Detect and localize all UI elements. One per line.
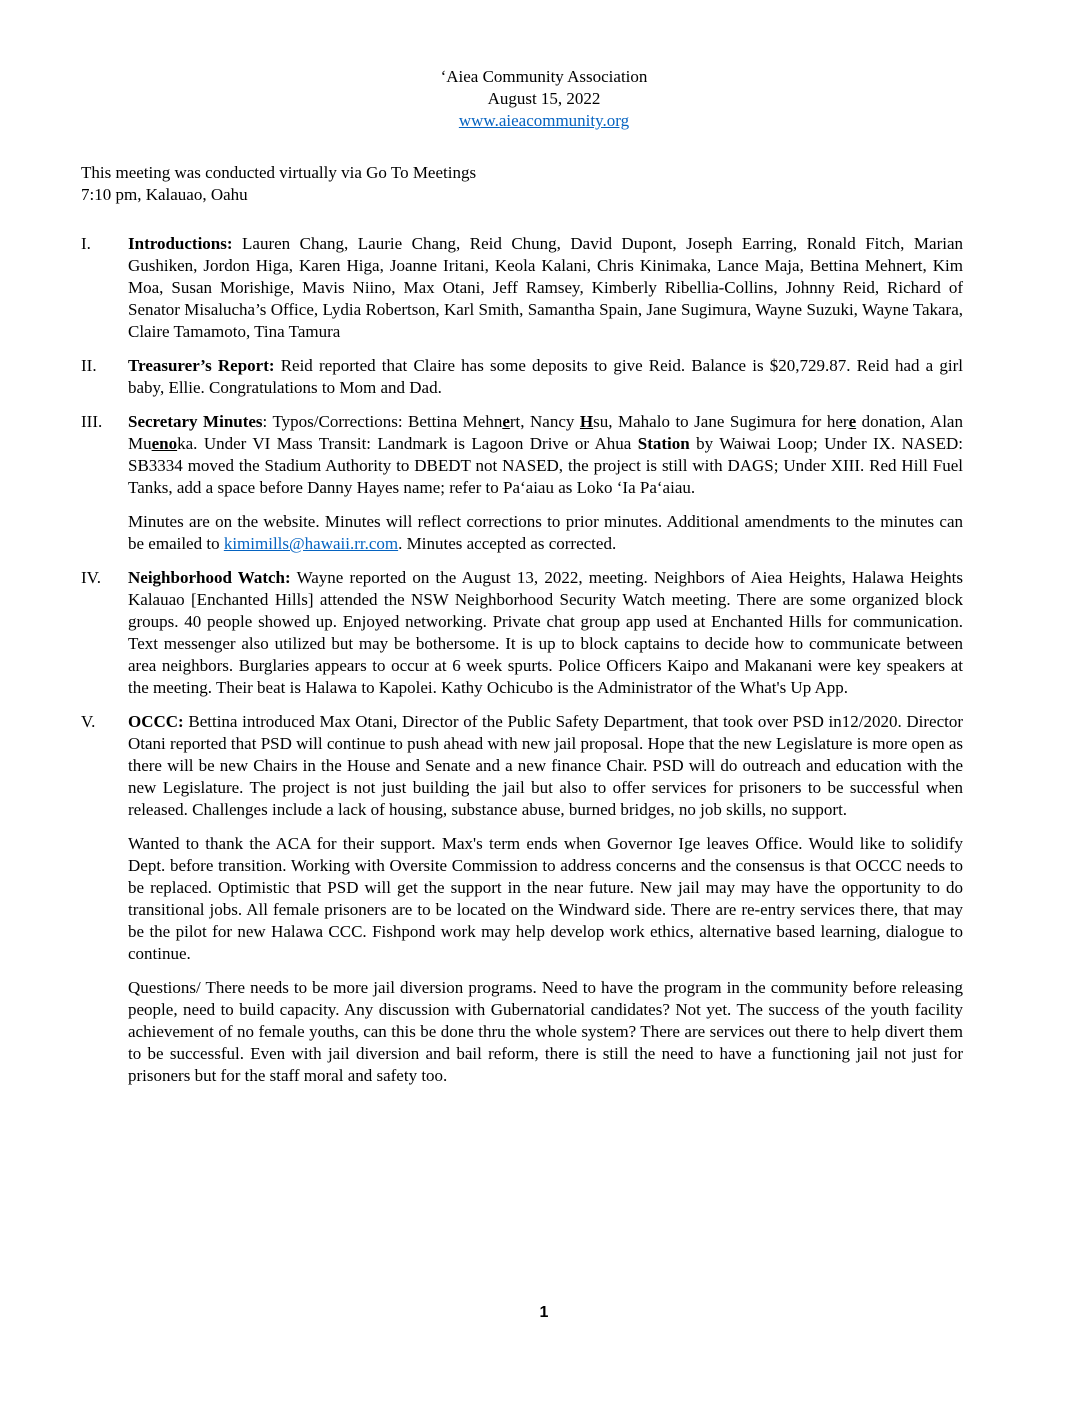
section-text: Reid reported that Claire has some deposits to give Reid. Balance is $20,729.87. Reid had a girl baby, Ellie. Congratulations to Mom and Dad.: [128, 356, 963, 397]
text-run: : Typos/Corrections: Bettina Mehn: [262, 412, 503, 431]
email-link[interactable]: kimimills@hawaii.rr.com: [223, 534, 399, 553]
section-number: III.: [81, 412, 103, 431]
section-number: II.: [81, 356, 97, 375]
correction-mark: e: [502, 412, 510, 431]
section-title: Treasurer’s Report:: [128, 356, 275, 375]
section-occc: [81, 711, 963, 1087]
minutes-sections: [81, 233, 963, 1099]
section-number: V.: [81, 712, 96, 731]
section-treasurer-report: [81, 355, 963, 399]
section-introductions: [81, 233, 963, 343]
section-title: Neighborhood Watch:: [128, 568, 291, 587]
website-link[interactable]: www.aieacommunity.org: [458, 111, 630, 130]
section-title: OCCC:: [128, 712, 184, 731]
section-title: Secretary Minutes: [128, 412, 263, 431]
correction-mark: H: [579, 412, 594, 431]
correction-mark: eno: [151, 434, 178, 453]
text-run: Minutes are on the website. Minutes will reflect corrections to prior minutes. Additional amendments to the minutes can be emailed to: [128, 512, 963, 553]
text-run: su, Mahalo to Jane Sugimura for her: [593, 412, 849, 431]
page-number: 1: [539, 1304, 549, 1321]
meeting-mode: This meeting was conducted virtually via Go To Meetings: [81, 163, 477, 182]
text-run: . Minutes accepted as corrected.: [398, 534, 617, 553]
section-text: Lauren Chang, Laurie Chang, Reid Chung, David Dupont, Joseph Earring, Ronald Fitch, Marian Gushiken, Jordon Higa, Karen Higa, Joanne Iritani, Keola Kalani, Chris Kinimaka, Lance Maja, Bettina Mehnert, Kim Moa, Susan Morishige, Mavis Niino, Max Otani, Jeff Ramsey, Kimberly Ribellia-Collins, Johnny Reid, Richard of Senator Misalucha’s Office, Lydia Robertson, Karl Smith, Samantha Spain, Jane Sugimura, Wayne Suzuki, Wayne Takara, Claire Tamamoto, Tina Tamura: [128, 234, 963, 341]
section-text: Wayne reported on the August 13, 2022, meeting. Neighbors of Aiea Heights, Halawa Heights Kalauao [Enchanted Hills] attended the NSW Neighborhood Security Watch meeting. There are some organized block groups. 40 people showed up. Enjoyed networking. Private chat group app used at Enchanted Hills for communication. Text messenger also utilized but may be bothersome. It is up to block captains to decide how to communicate between area neighbors. Burglaries appears to occur at 6 week spurts. Police Officers Kaipo and Makanani were key speakers at the meeting. Their beat is Halawa to Kapolei. Kathy Ochicubo is the Administrator of the What's Up App.: [128, 568, 963, 697]
section-title: Introductions:: [128, 234, 233, 253]
correction-mark: e: [848, 412, 857, 431]
section-text: Bettina introduced Max Otani, Director of the Public Safety Department, that took over PSD in12/2020. Director Otani reported that PSD will continue to push ahead with new jail proposal. Hope that the new Legislature is more open as there will be new Chairs in the House and Senate and a new finance Chair. PSD will do outreach and education with the new Legislature. The project is not just building the jail but also to offer services for prisoners to be successful when released. Challenges include a lack of housing, substance abuse, burned bridges, no job skills, no support.: [128, 712, 963, 819]
section-neighborhood-watch: [81, 567, 963, 699]
text-run: by Waiwai Loop; Under IX. NASED: SB3334 moved the Stadium Authority to DBEDT not NASED, the project is still with DAGS; Under XIII. Red Hill Fuel Tanks, add a space before Danny Hayes name; refer to Pa‘aiau as Loko ‘Ia Pa‘aiau.: [128, 434, 963, 497]
org-name: ‘Aiea Community Association: [440, 67, 648, 86]
minutes-note: [128, 511, 963, 555]
meeting-info: [81, 162, 981, 206]
meeting-date: August 15, 2022: [487, 89, 601, 108]
section-paragraph: Questions/ There needs to be more jail diversion programs. Need to have the program in the community before releasing people, need to build capacity. Any discussion with Gubernatorial candidates? Not yet. The success of the youth facility achievement of no female youths, can this be done thru the whole system? There are services out there to help divert them to be successful. Even with jail diversion and bail reform, there is still the need to have a functioning jail not just for prisoners but for the staff moral and safety too.: [128, 978, 963, 1085]
section-number: I.: [81, 234, 91, 253]
section-paragraph: Wanted to thank the ACA for their support. Max's term ends when Governor Ige leaves Office. Would like to solidify Dept. before transition. Working with Oversite Commission to address concerns and the consensus is that OCCC needs to be replaced. Optimistic that PSD will get the support in the near future. New jail may may have the opportunity to do transitional jobs. All female prisoners are to be located on the Windward side. There are re-entry services there, that may be the pilot for new Halawa CCC. Fishpond work may help develop work ethics, alternative based learning, dialogue to continue.: [128, 834, 963, 963]
correction-bold: Station: [637, 434, 690, 453]
document-header: [0, 66, 1088, 132]
text-run: rt, Nancy: [509, 412, 580, 431]
section-secretary-minutes: [81, 411, 963, 555]
text-run: ka. Under VI Mass Transit: Landmark is Lagoon Drive or Ahua: [177, 434, 638, 453]
section-number: IV.: [81, 568, 101, 587]
text-run: donation, Alan Mu: [128, 412, 963, 453]
meeting-time-place: 7:10 pm, Kalauao, Oahu: [81, 185, 248, 204]
